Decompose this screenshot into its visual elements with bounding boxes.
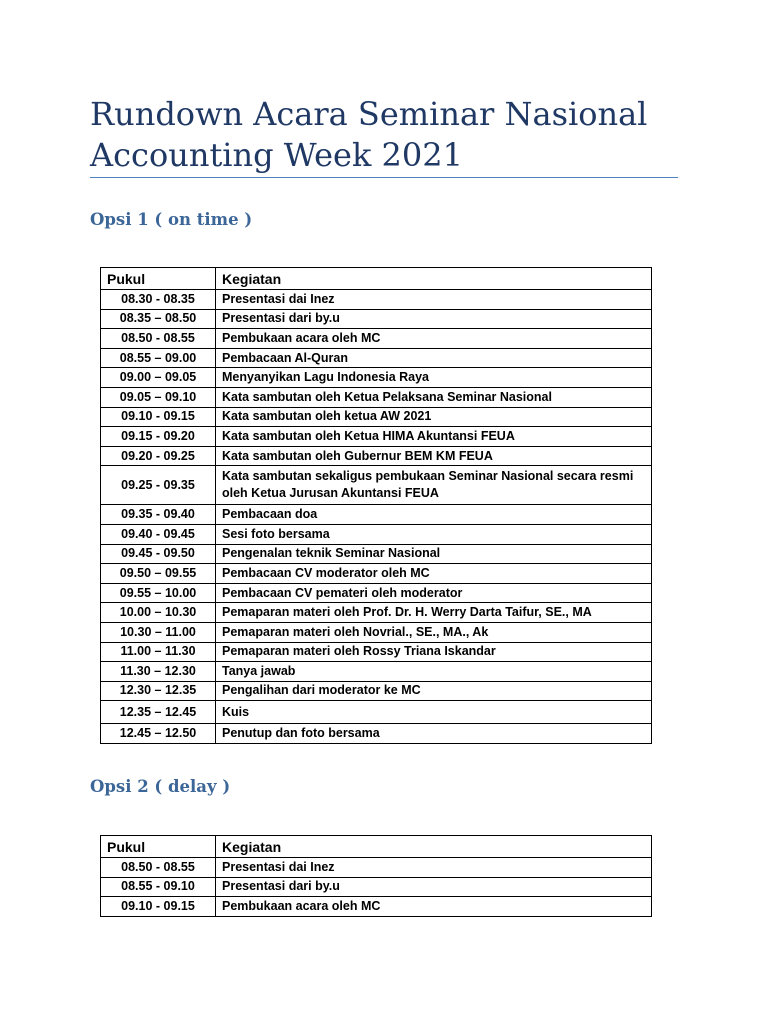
row-activity: Pembukaan acara oleh MC bbox=[216, 897, 652, 917]
row-time: 08.55 - 09.10 bbox=[101, 877, 216, 897]
title-line-2: Accounting Week 2021 bbox=[90, 136, 463, 174]
table-header-row bbox=[101, 836, 652, 858]
table-row bbox=[101, 329, 652, 349]
row-time: 08.50 - 08.55 bbox=[101, 858, 216, 878]
table-row bbox=[101, 897, 652, 917]
row-activity: Pembukaan acara oleh MC bbox=[216, 329, 652, 349]
row-time: 09.25 - 09.35 bbox=[101, 466, 216, 505]
table-row bbox=[101, 309, 652, 329]
row-activity: Pemaparan materi oleh Rossy Triana Iskandar bbox=[216, 642, 652, 662]
row-activity: Pembacaan CV pemateri oleh moderator bbox=[216, 583, 652, 603]
table-row bbox=[101, 564, 652, 584]
table-row bbox=[101, 858, 652, 878]
row-activity: Kata sambutan oleh Gubernur BEM KM FEUA bbox=[216, 446, 652, 466]
table-header-row bbox=[101, 268, 652, 290]
row-time: 12.45 – 12.50 bbox=[101, 724, 216, 744]
row-activity: Presentasi dai Inez bbox=[216, 858, 652, 878]
row-activity: Pengalihan dari moderator ke MC bbox=[216, 681, 652, 701]
row-activity: Menyanyikan Lagu Indonesia Raya bbox=[216, 368, 652, 388]
row-activity: Presentasi dari by.u bbox=[216, 877, 652, 897]
row-activity: Penutup dan foto bersama bbox=[216, 724, 652, 744]
table-row bbox=[101, 446, 652, 466]
header-time: Pukul bbox=[101, 268, 216, 290]
row-activity: Sesi foto bersama bbox=[216, 524, 652, 544]
row-time: 09.10 - 09.15 bbox=[101, 407, 216, 427]
row-time: 09.55 – 10.00 bbox=[101, 583, 216, 603]
row-activity: Presentasi dari by.u bbox=[216, 309, 652, 329]
option-2-schedule-table bbox=[100, 835, 652, 917]
row-time: 09.15 - 09.20 bbox=[101, 427, 216, 447]
title-divider bbox=[90, 177, 678, 178]
table-row bbox=[101, 662, 652, 682]
row-activity: Pemaparan materi oleh Novrial., SE., MA., Ak bbox=[216, 622, 652, 642]
row-activity: Pembacaan doa bbox=[216, 505, 652, 525]
row-activity: Kata sambutan oleh Ketua Pelaksana Seminar Nasional bbox=[216, 387, 652, 407]
row-time: 09.00 – 09.05 bbox=[101, 368, 216, 388]
table-row bbox=[101, 877, 652, 897]
option-2-heading: Opsi 2 ( delay ) bbox=[90, 777, 231, 796]
row-activity: Pemaparan materi oleh Prof. Dr. H. Werry Darta Taifur, SE., MA bbox=[216, 603, 652, 623]
row-time: 08.30 - 08.35 bbox=[101, 290, 216, 310]
table-row bbox=[101, 583, 652, 603]
option-1-schedule-table bbox=[100, 267, 652, 744]
row-time: 09.10 - 09.15 bbox=[101, 897, 216, 917]
row-activity: Kata sambutan oleh Ketua HIMA Akuntansi FEUA bbox=[216, 427, 652, 447]
row-time: 09.20 - 09.25 bbox=[101, 446, 216, 466]
row-time: 09.45 - 09.50 bbox=[101, 544, 216, 564]
table-row bbox=[101, 681, 652, 701]
header-activity: Kegiatan bbox=[216, 836, 652, 858]
row-activity: Kuis bbox=[216, 701, 652, 724]
row-time: 09.35 - 09.40 bbox=[101, 505, 216, 525]
title-line-1: Rundown Acara Seminar Nasional bbox=[90, 95, 648, 133]
table-row bbox=[101, 524, 652, 544]
row-activity: Kata sambutan oleh ketua AW 2021 bbox=[216, 407, 652, 427]
row-activity: Kata sambutan sekaligus pembukaan Seminar Nasional secara resmi oleh Ketua Jurusan Akuntansi FEUA bbox=[216, 466, 652, 505]
row-activity: Tanya jawab bbox=[216, 662, 652, 682]
table-row bbox=[101, 622, 652, 642]
row-time: 08.50 - 08.55 bbox=[101, 329, 216, 349]
row-time: 09.50 – 09.55 bbox=[101, 564, 216, 584]
header-time: Pukul bbox=[101, 836, 216, 858]
table-row bbox=[101, 407, 652, 427]
table-row bbox=[101, 603, 652, 623]
row-time: 10.00 – 10.30 bbox=[101, 603, 216, 623]
table-row bbox=[101, 505, 652, 525]
row-time: 09.40 - 09.45 bbox=[101, 524, 216, 544]
row-time: 11.00 – 11.30 bbox=[101, 642, 216, 662]
table-row bbox=[101, 368, 652, 388]
table-row bbox=[101, 427, 652, 447]
table-row bbox=[101, 642, 652, 662]
table-row bbox=[101, 724, 652, 744]
table-row bbox=[101, 348, 652, 368]
row-activity: Pembacaan Al-Quran bbox=[216, 348, 652, 368]
row-time: 08.35 – 08.50 bbox=[101, 309, 216, 329]
option-1-heading: Opsi 1 ( on time ) bbox=[90, 210, 253, 229]
document-title bbox=[90, 94, 680, 176]
row-time: 11.30 – 12.30 bbox=[101, 662, 216, 682]
row-time: 09.05 – 09.10 bbox=[101, 387, 216, 407]
row-activity: Pembacaan CV moderator oleh MC bbox=[216, 564, 652, 584]
row-time: 08.55 – 09.00 bbox=[101, 348, 216, 368]
table-row bbox=[101, 387, 652, 407]
row-time: 12.35 – 12.45 bbox=[101, 701, 216, 724]
header-activity: Kegiatan bbox=[216, 268, 652, 290]
row-activity: Pengenalan teknik Seminar Nasional bbox=[216, 544, 652, 564]
row-time: 10.30 – 11.00 bbox=[101, 622, 216, 642]
table-row bbox=[101, 544, 652, 564]
table-row bbox=[101, 290, 652, 310]
row-activity: Presentasi dai Inez bbox=[216, 290, 652, 310]
row-time: 12.30 – 12.35 bbox=[101, 681, 216, 701]
table-row bbox=[101, 466, 652, 505]
table-row bbox=[101, 701, 652, 724]
